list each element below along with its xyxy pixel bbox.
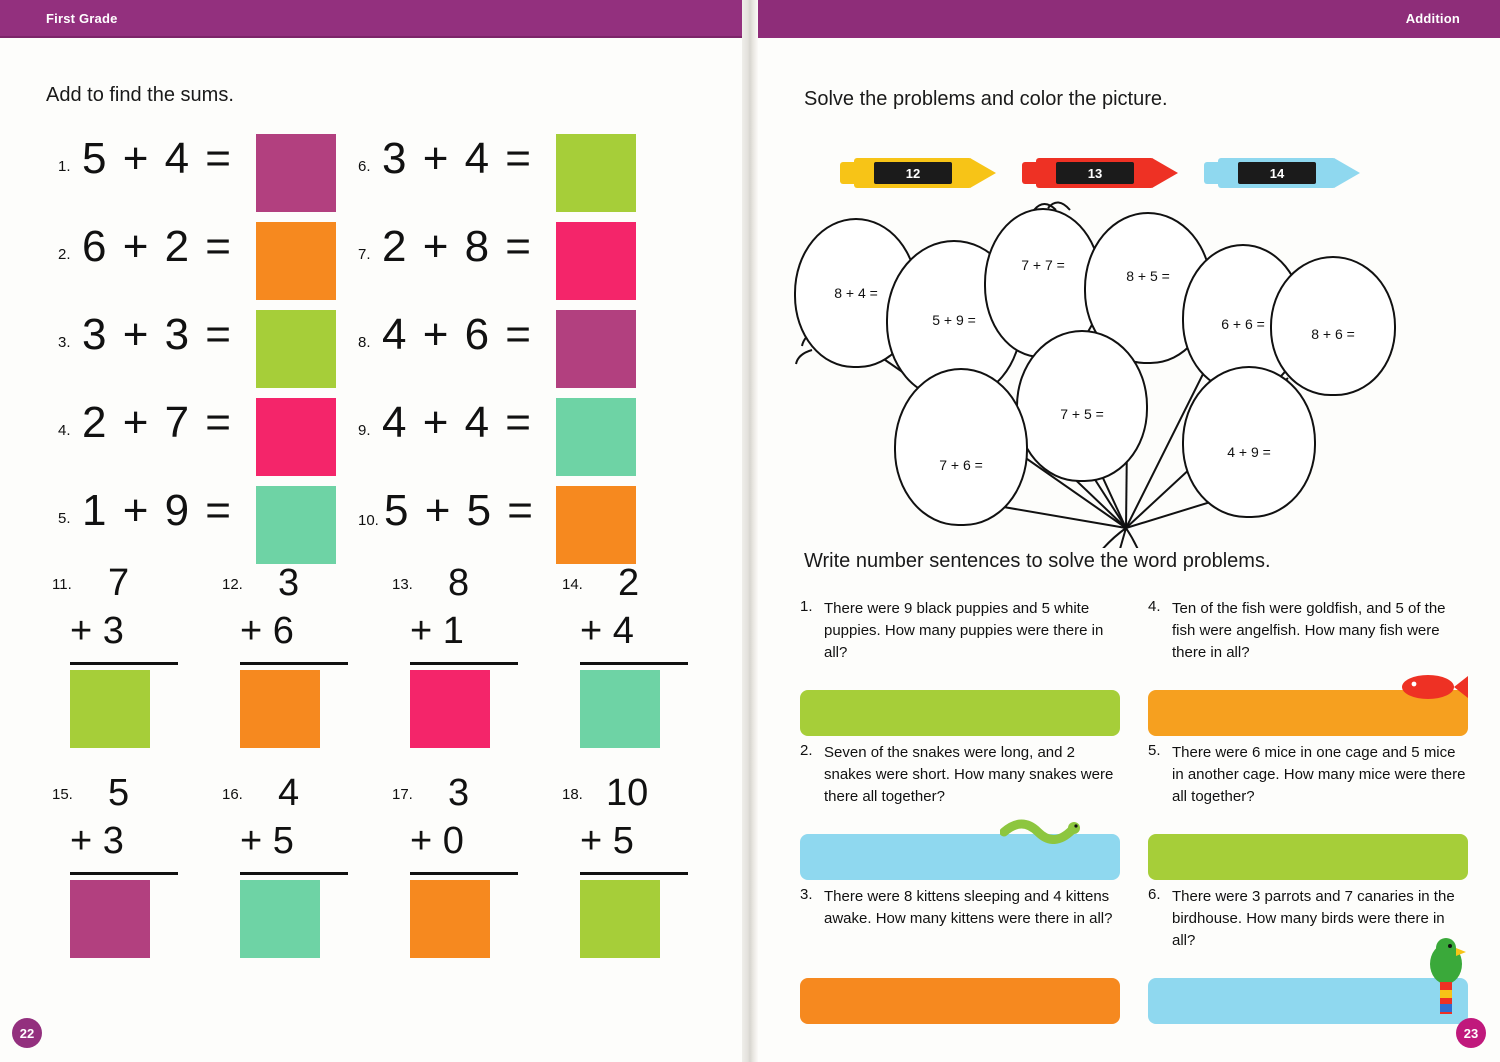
problem-number: 14. [562, 576, 583, 593]
fish-illustration [1390, 670, 1470, 704]
addend-top: 7 [108, 562, 130, 604]
problem-expression: 4 + 4 = [382, 398, 534, 447]
right-page [756, 38, 1500, 1062]
problem-number: 2. [800, 742, 813, 759]
addend-top: 2 [618, 562, 640, 604]
problem-number: 6. [1148, 886, 1161, 903]
sum-rule [70, 662, 178, 665]
left-page-instruction: Add to find the sums. [46, 84, 234, 106]
problem-row [58, 398, 348, 490]
problem-number: 12. [222, 576, 243, 593]
answer-swatch[interactable] [256, 222, 336, 300]
answer-swatch[interactable] [556, 486, 636, 564]
problem-text: There were 8 kittens sleeping and 4 kittens awake. How many kittens were there in all? [824, 888, 1113, 927]
crayon-13 [1018, 156, 1188, 190]
crayon-14 [1200, 156, 1370, 190]
problem-text: There were 9 black puppies and 5 white puppies. How many puppies were there in all? [824, 600, 1104, 661]
problem-number: 1. [58, 158, 71, 175]
balloon-expression: 8 + 4 = [834, 285, 878, 301]
crayon-back [840, 162, 854, 184]
crayon-label: 13 [1056, 162, 1134, 184]
word-problem-instruction: Write number sentences to solve the word problems. [804, 550, 1271, 572]
problem-row [58, 486, 348, 578]
balloon-expression: 7 + 7 = [1021, 257, 1065, 273]
problem-expression: 3 + 4 = [382, 134, 534, 183]
right-page-header-label: Addition [1405, 11, 1460, 26]
answer-swatch[interactable] [580, 880, 660, 958]
answer-bar[interactable] [800, 978, 1120, 1024]
snake-illustration [1000, 808, 1090, 844]
balloon[interactable] [1016, 330, 1148, 482]
problem-number: 15. [52, 786, 73, 803]
addend-top: 3 [448, 772, 470, 814]
problem-text: Ten of the fish were goldfish, and 5 of the fish were angelfish. How many fish were there in all? [1172, 600, 1446, 661]
crayon-12 [836, 156, 1006, 190]
answer-swatch[interactable] [556, 398, 636, 476]
left-page [0, 38, 744, 1062]
problem-expression: 5 + 4 = [82, 134, 234, 183]
problem-number: 5. [1148, 742, 1161, 759]
crayon-tip [970, 158, 996, 188]
balloon-picture [776, 198, 1476, 548]
answer-swatch[interactable] [256, 310, 336, 388]
addend-bottom: + 6 [240, 610, 294, 652]
addend-top: 5 [108, 772, 130, 814]
balloon-expression: 4 + 9 = [1227, 444, 1271, 460]
balloon-expression: 7 + 5 = [1060, 406, 1104, 422]
problem-number: 7. [358, 246, 371, 263]
problem-expression: 3 + 3 = [82, 310, 234, 359]
crayon-tip [1334, 158, 1360, 188]
balloon[interactable] [1270, 256, 1396, 396]
problem-row [358, 134, 648, 226]
problem-expression: 1 + 9 = [82, 486, 234, 535]
sum-rule [580, 872, 688, 875]
addend-bottom: + 5 [240, 820, 294, 862]
balloon-expression: 8 + 5 = [1126, 268, 1170, 284]
problem-text: There were 6 mice in one cage and 5 mice in another cage. How many mice were there all together? [1172, 744, 1466, 805]
crayon-label: 14 [1238, 162, 1316, 184]
addend-bottom: + 5 [580, 820, 634, 862]
problem-text: There were 3 parrots and 7 canaries in the birdhouse. How many birds were there in all? [1172, 888, 1455, 949]
crayon-back [1022, 162, 1036, 184]
problem-expression: 4 + 6 = [382, 310, 534, 359]
problem-expression: 2 + 8 = [382, 222, 534, 271]
crayon-label: 12 [874, 162, 952, 184]
answer-swatch[interactable] [240, 880, 320, 958]
problem-row [58, 310, 348, 402]
page-number-right: 23 [1456, 1018, 1486, 1048]
addend-bottom: + 1 [410, 610, 464, 652]
problem-row [58, 222, 348, 314]
problem-expression: 5 + 5 = [384, 486, 536, 535]
problem-number: 18. [562, 786, 583, 803]
problem-row [58, 134, 348, 226]
problem-number: 10. [358, 512, 379, 529]
answer-swatch[interactable] [556, 134, 636, 212]
answer-swatch[interactable] [70, 670, 150, 748]
problem-number: 13. [392, 576, 413, 593]
addend-bottom: + 4 [580, 610, 634, 652]
problem-expression: 2 + 7 = [82, 398, 234, 447]
problem-number: 17. [392, 786, 413, 803]
answer-swatch[interactable] [256, 134, 336, 212]
problem-row [358, 222, 648, 314]
addend-bottom: + 3 [70, 610, 124, 652]
problem-row [358, 398, 648, 490]
left-page-header-label: First Grade [46, 11, 118, 26]
sum-rule [410, 872, 518, 875]
addend-bottom: + 0 [410, 820, 464, 862]
problem-row [358, 486, 648, 578]
answer-swatch[interactable] [556, 222, 636, 300]
parrot-illustration [1416, 934, 1486, 1024]
left-page-header-bar [0, 0, 744, 38]
problem-number: 3. [58, 334, 71, 351]
balloon-expression: 8 + 6 = [1311, 326, 1355, 342]
page-number-left: 22 [12, 1018, 42, 1048]
sum-rule [580, 662, 688, 665]
answer-swatch[interactable] [580, 670, 660, 748]
sum-rule [240, 662, 348, 665]
answer-swatch[interactable] [256, 398, 336, 476]
crayon-tip [1152, 158, 1178, 188]
sum-rule [70, 872, 178, 875]
addend-bottom: + 3 [70, 820, 124, 862]
answer-bar[interactable] [800, 690, 1120, 736]
answer-swatch[interactable] [410, 670, 490, 748]
problem-number: 11. [52, 576, 72, 593]
horizontal-problem-column-right [358, 134, 648, 578]
problem-number: 5. [58, 510, 71, 527]
balloon[interactable] [1182, 366, 1316, 518]
problem-number: 16. [222, 786, 243, 803]
problem-number: 3. [800, 886, 813, 903]
answer-bar[interactable] [1148, 834, 1468, 880]
balloon-expression: 5 + 9 = [932, 312, 976, 328]
balloon[interactable] [894, 368, 1028, 526]
answer-swatch[interactable] [556, 310, 636, 388]
color-activity-instruction: Solve the problems and color the picture. [804, 88, 1168, 110]
problem-number: 4. [58, 422, 71, 439]
problem-number: 9. [358, 422, 371, 439]
answer-swatch[interactable] [256, 486, 336, 564]
right-page-header-bar [756, 0, 1500, 38]
problem-text: Seven of the snakes were long, and 2 snakes were short. How many snakes were there all together? [824, 744, 1114, 805]
horizontal-problem-column-left [58, 134, 348, 578]
problem-number: 1. [800, 598, 813, 615]
answer-swatch[interactable] [70, 880, 150, 958]
problem-number: 4. [1148, 598, 1161, 615]
problem-expression: 6 + 2 = [82, 222, 234, 271]
sum-rule [410, 662, 518, 665]
problem-number: 2. [58, 246, 71, 263]
addend-top: 4 [278, 772, 300, 814]
problem-number: 6. [358, 158, 371, 175]
problem-number: 8. [358, 334, 371, 351]
addend-top: 10 [606, 772, 649, 814]
answer-swatch[interactable] [240, 670, 320, 748]
addend-top: 3 [278, 562, 300, 604]
crayon-back [1204, 162, 1218, 184]
problem-row [358, 310, 648, 402]
answer-swatch[interactable] [410, 880, 490, 958]
addend-top: 8 [448, 562, 470, 604]
balloon-expression: 7 + 6 = [939, 457, 983, 473]
balloon-expression: 6 + 6 = [1221, 316, 1265, 332]
sum-rule [240, 872, 348, 875]
